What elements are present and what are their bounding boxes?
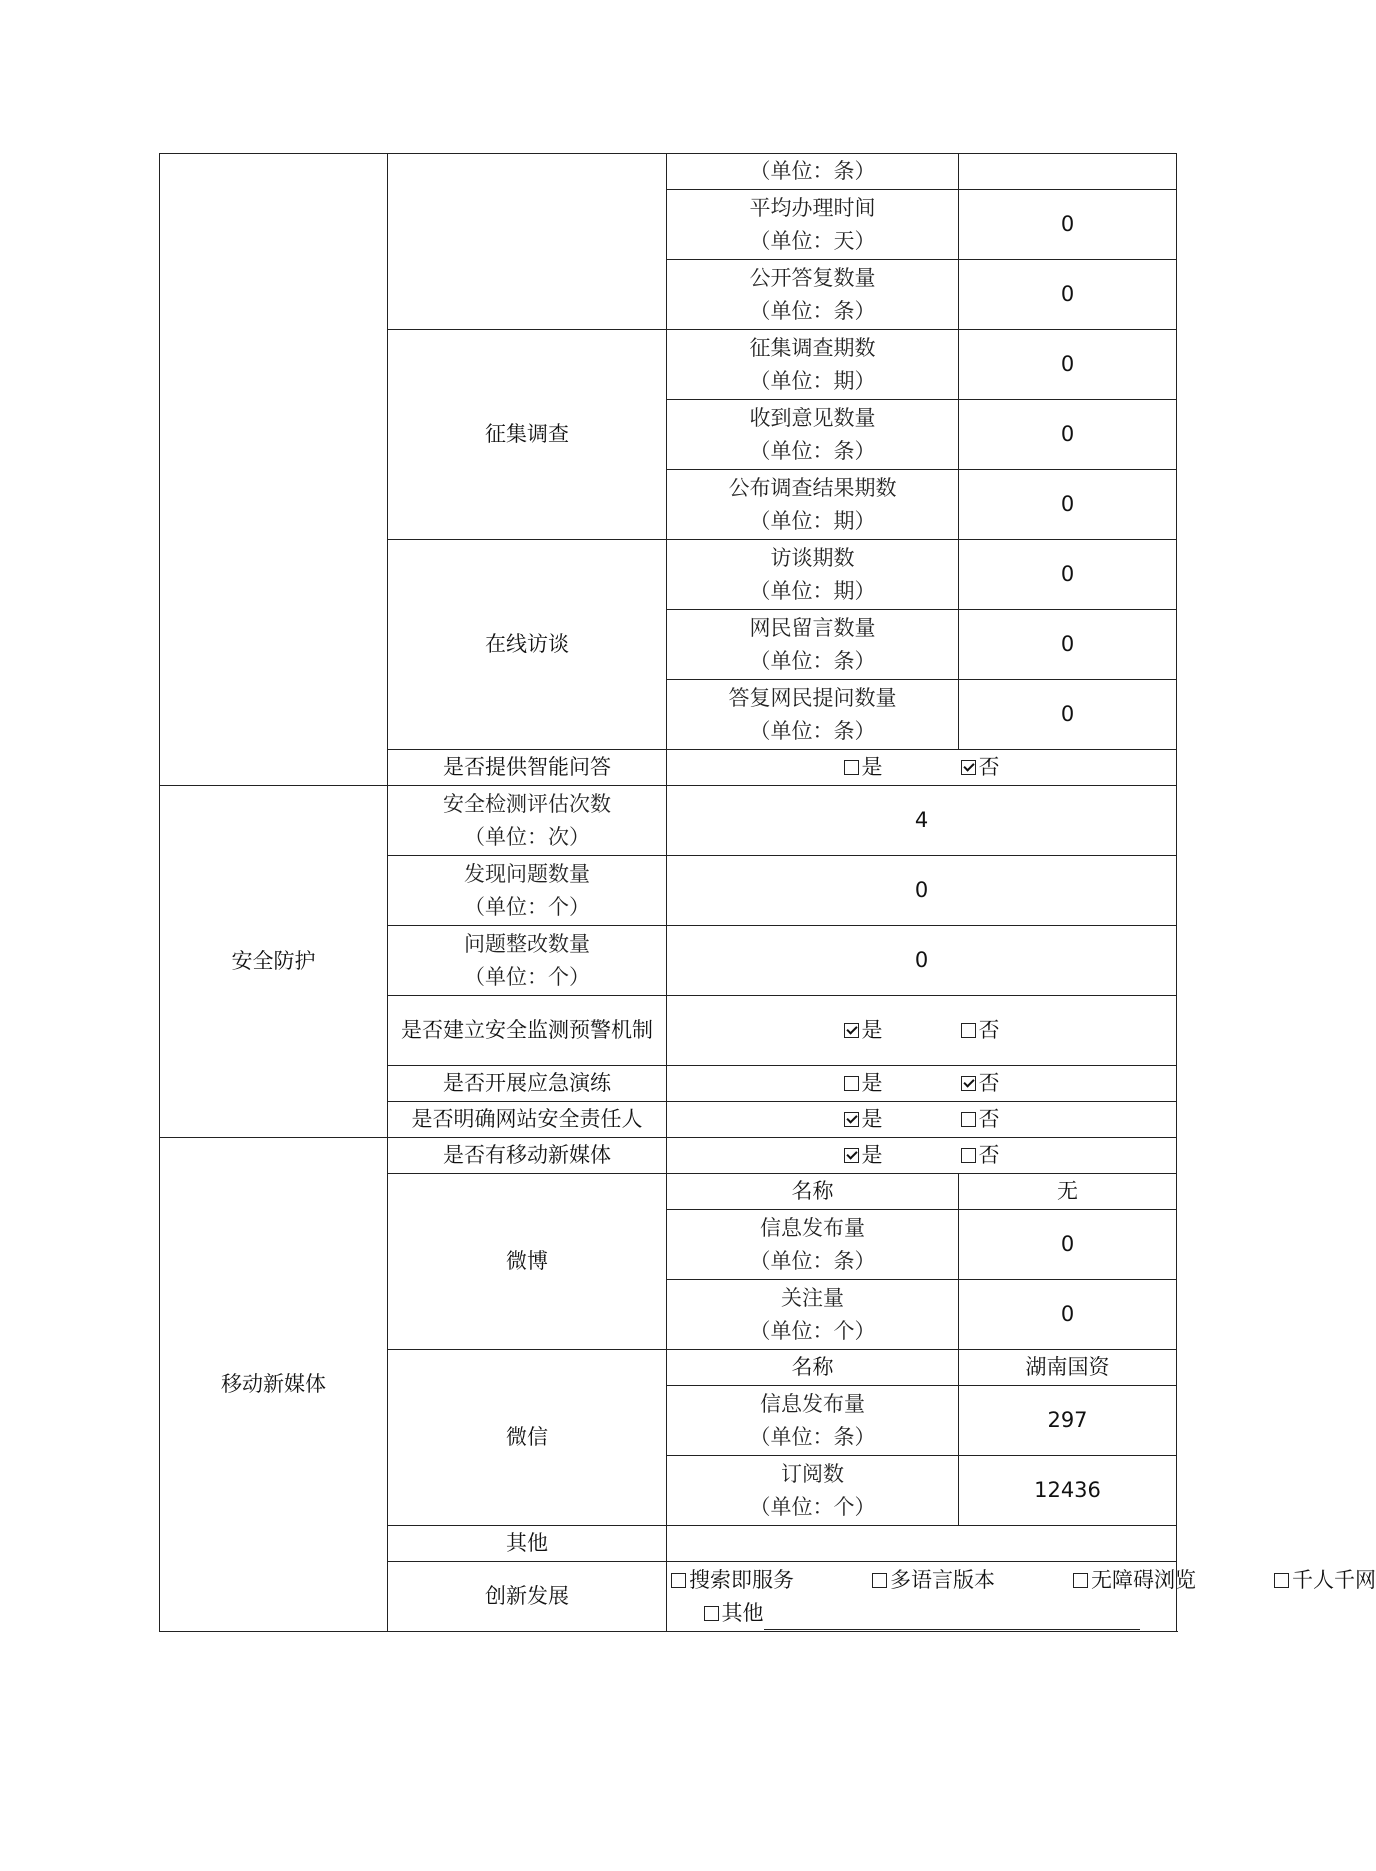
security-drill-yes[interactable]: 是 xyxy=(844,1067,883,1100)
checkbox-empty-icon xyxy=(704,1606,719,1621)
interview-answers-value: 0 xyxy=(959,680,1177,750)
survey-periods-value: 0 xyxy=(959,330,1177,400)
section-continued-cell xyxy=(160,154,388,786)
security-responsible-no[interactable]: 否 xyxy=(961,1103,1000,1136)
security-responsible-options xyxy=(667,1102,1177,1138)
checkbox-checked-icon xyxy=(961,1076,976,1091)
wechat-name-value: 湖南国资 xyxy=(959,1350,1177,1386)
checkbox-checked-icon xyxy=(844,1112,859,1127)
media-title: 移动新媒体 xyxy=(160,1138,388,1632)
security-responsible-yes[interactable]: 是 xyxy=(844,1103,883,1136)
security-warning-options xyxy=(667,996,1177,1066)
innovation-option-other[interactable]: 其他 xyxy=(704,1597,764,1630)
checkbox-empty-icon xyxy=(872,1573,887,1588)
security-issues-value: 0 xyxy=(667,856,1177,926)
security-fixed-value: 0 xyxy=(667,926,1177,996)
has-media-options xyxy=(667,1138,1177,1174)
has-media-yes[interactable]: 是 xyxy=(844,1139,883,1172)
security-checks-value: 4 xyxy=(667,786,1177,856)
interview-answers-label: 答复网民提问数量 （单位：条） xyxy=(667,680,959,750)
interview-messages-value: 0 xyxy=(959,610,1177,680)
media-other-value xyxy=(667,1526,1177,1562)
weibo-posts-label: 信息发布量 （单位：条） xyxy=(667,1210,959,1280)
innovation-options xyxy=(667,1562,1376,1632)
wechat-posts-label: 信息发布量 （单位：条） xyxy=(667,1386,959,1456)
smart-qa-yes[interactable]: 是 xyxy=(844,751,883,784)
security-drill-options xyxy=(667,1066,1177,1102)
survey-results-label: 公布调查结果期数 （单位：期） xyxy=(667,470,959,540)
weibo-title: 微博 xyxy=(388,1174,667,1350)
checkbox-empty-icon xyxy=(961,1112,976,1127)
weibo-followers-value: 0 xyxy=(959,1280,1177,1350)
checkbox-empty-icon xyxy=(844,760,859,775)
security-responsible-label: 是否明确网站安全责任人 xyxy=(388,1102,667,1138)
wechat-posts-value: 297 xyxy=(959,1386,1177,1456)
interview-periods-label: 访谈期数 （单位：期） xyxy=(667,540,959,610)
checkbox-empty-icon xyxy=(961,1023,976,1038)
security-drill-label: 是否开展应急演练 xyxy=(388,1066,667,1102)
interview-messages-label: 网民留言数量 （单位：条） xyxy=(667,610,959,680)
subsection-continued-cell xyxy=(388,154,667,330)
interview-periods-value: 0 xyxy=(959,540,1177,610)
checkbox-empty-icon xyxy=(1073,1573,1088,1588)
security-drill-no[interactable]: 否 xyxy=(961,1067,1000,1100)
survey-periods-label: 征集调查期数 （单位：期） xyxy=(667,330,959,400)
public-reply-value: 0 xyxy=(959,260,1177,330)
weibo-name-value: 无 xyxy=(959,1174,1177,1210)
wechat-name-label: 名称 xyxy=(667,1350,959,1386)
checkbox-empty-icon xyxy=(844,1076,859,1091)
survey-opinions-label: 收到意见数量 （单位：条） xyxy=(667,400,959,470)
security-title: 安全防护 xyxy=(160,786,388,1138)
wechat-title: 微信 xyxy=(388,1350,667,1526)
report-table xyxy=(159,153,1376,1632)
interview-title: 在线访谈 xyxy=(388,540,667,750)
security-fixed-label: 问题整改数量 （单位：个） xyxy=(388,926,667,996)
security-warning-yes[interactable]: 是 xyxy=(844,1014,883,1047)
value-cell-empty xyxy=(959,154,1177,190)
checkbox-empty-icon xyxy=(1274,1573,1289,1588)
innovation-option-search[interactable]: 搜索即服务 xyxy=(671,1564,794,1597)
innovation-option-accessibility[interactable]: 无障碍浏览 xyxy=(1073,1564,1196,1597)
innovation-option-personalized[interactable]: 千人千网 xyxy=(1274,1564,1376,1597)
security-warning-no[interactable]: 否 xyxy=(961,1014,1000,1047)
has-media-label: 是否有移动新媒体 xyxy=(388,1138,667,1174)
security-warning-label: 是否建立安全监测预警机制 xyxy=(388,996,667,1066)
media-other-label: 其他 xyxy=(388,1526,667,1562)
wechat-subscribers-value: 12436 xyxy=(959,1456,1177,1526)
checkbox-checked-icon xyxy=(844,1023,859,1038)
unit-label: （单位：条） xyxy=(667,154,959,190)
public-reply-label: 公开答复数量 （单位：条） xyxy=(667,260,959,330)
wechat-subscribers-label: 订阅数 （单位：个） xyxy=(667,1456,959,1526)
checkbox-checked-icon xyxy=(961,760,976,775)
smart-qa-no[interactable]: 否 xyxy=(961,751,1000,784)
weibo-posts-value: 0 xyxy=(959,1210,1177,1280)
has-media-no[interactable]: 否 xyxy=(961,1139,1000,1172)
innovation-title: 创新发展 xyxy=(388,1562,667,1632)
checkbox-empty-icon xyxy=(961,1148,976,1163)
security-checks-label: 安全检测评估次数 （单位：次） xyxy=(388,786,667,856)
smart-qa-label: 是否提供智能问答 xyxy=(388,750,667,786)
checkbox-checked-icon xyxy=(844,1148,859,1163)
weibo-name-label: 名称 xyxy=(667,1174,959,1210)
other-blank-line[interactable] xyxy=(764,1607,1140,1630)
survey-title: 征集调查 xyxy=(388,330,667,540)
avg-time-value: 0 xyxy=(959,190,1177,260)
survey-opinions-value: 0 xyxy=(959,400,1177,470)
smart-qa-options xyxy=(667,750,1177,786)
weibo-followers-label: 关注量 （单位：个） xyxy=(667,1280,959,1350)
avg-time-label: 平均办理时间 （单位：天） xyxy=(667,190,959,260)
security-issues-label: 发现问题数量 （单位：个） xyxy=(388,856,667,926)
survey-results-value: 0 xyxy=(959,470,1177,540)
checkbox-empty-icon xyxy=(671,1573,686,1588)
innovation-option-multilang[interactable]: 多语言版本 xyxy=(872,1564,995,1597)
